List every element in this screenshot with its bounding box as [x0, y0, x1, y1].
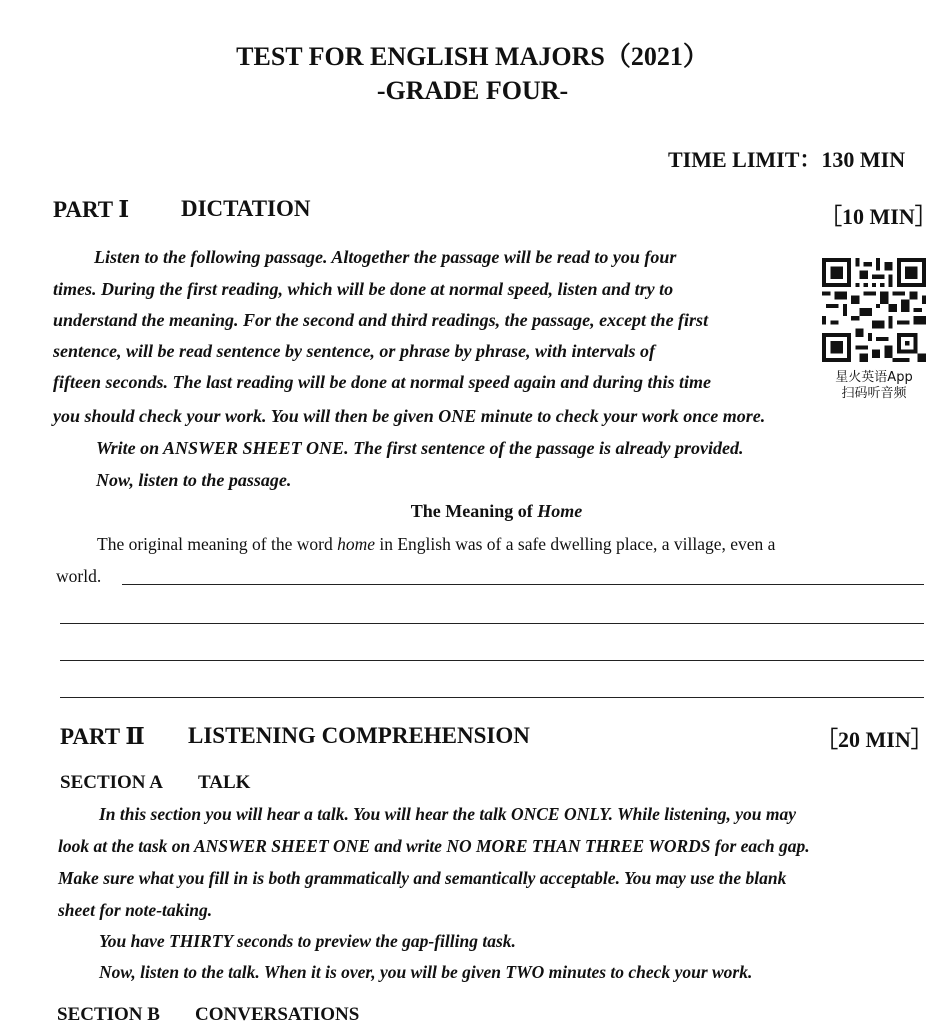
part2-duration: ［20 MIN］	[816, 727, 933, 752]
answer-line	[60, 660, 924, 661]
passage-title-prefix: The Meaning of	[410, 501, 538, 521]
passage-line	[97, 534, 775, 555]
answer-line	[60, 623, 924, 624]
answer-line	[122, 584, 924, 585]
sectionA-instruction-line: sheet for note-taking.	[58, 900, 213, 920]
part2-name: LISTENING COMPREHENSION	[188, 723, 530, 748]
part1-instruction-line: Listen to the following passage. Altogether the passage will be read to you four	[94, 247, 677, 267]
sectionB-name: CONVERSATIONS	[195, 1004, 360, 1025]
passage-text: The original meaning of the word	[97, 534, 338, 554]
exam-grade: -GRADE FOUR-	[376, 76, 569, 105]
sectionA-preview: You have THIRTY seconds to preview the gap-filling task.	[99, 931, 516, 951]
sectionA-instruction-line: In this section you will hear a talk. You will hear the talk ONCE ONLY. While listening, you may	[99, 804, 797, 824]
sectionA-instruction-line: look at the task on ANSWER SHEET ONE and write NO MORE THAN THREE WORDS for each gap.	[58, 836, 810, 856]
sectionA-name: TALK	[198, 772, 251, 793]
passage-text: in English was of a safe dwelling place, a village, even a	[374, 534, 776, 554]
qr-caption-line1: 星火英语App	[835, 370, 913, 385]
passage-line-2: world.	[56, 566, 102, 586]
exam-title: TEST FOR ENGLISH MAJORS（2021）	[236, 42, 709, 71]
part2-label: PART Ⅱ	[60, 724, 145, 749]
qr-caption-line2: 扫码听音频	[841, 386, 907, 401]
part1-instruction-line: times. During the first reading, which will be done at normal speed, listen and try to	[53, 279, 674, 299]
part1-write-on: Write on ANSWER SHEET ONE. The first sentence of the passage is already provided.	[96, 438, 744, 458]
part1-instruction-line: understand the meaning. For the second and third readings, the passage, except the first	[53, 310, 709, 330]
sectionA-now-listen: Now, listen to the talk. When it is over, you will be given TWO minutes to check your work.	[99, 962, 753, 982]
part1-instruction-line: you should check your work. You will then be given ONE minute to check your work once more.	[53, 406, 766, 426]
sectionA-instruction-line: Make sure what you fill in is both grammatically and semantically acceptable. You may use the blank	[58, 868, 787, 888]
sectionA-label: SECTION A	[60, 772, 163, 793]
answer-line	[60, 697, 924, 698]
part1-now-listen: Now, listen to the passage.	[96, 470, 292, 490]
part1-name: DICTATION	[181, 196, 311, 221]
passage-title-word: Home	[537, 501, 583, 521]
time-limit: TIME LIMIT：130 MIN	[668, 147, 906, 172]
part1-instruction-line: sentence, will be read sentence by sentence, or phrase by phrase, with intervals of	[53, 341, 655, 361]
passage-title	[24, 501, 945, 522]
passage-word-home: home	[337, 534, 375, 554]
sectionB-label: SECTION B	[57, 1004, 160, 1025]
part1-duration: ［10 MIN］	[820, 204, 937, 229]
qr-code	[822, 258, 926, 364]
qr-code-icon	[822, 258, 926, 362]
part1-label: PART Ⅰ	[53, 197, 130, 222]
part1-instruction-line: fifteen seconds. The last reading will be done at normal speed again and during this time	[53, 372, 712, 392]
